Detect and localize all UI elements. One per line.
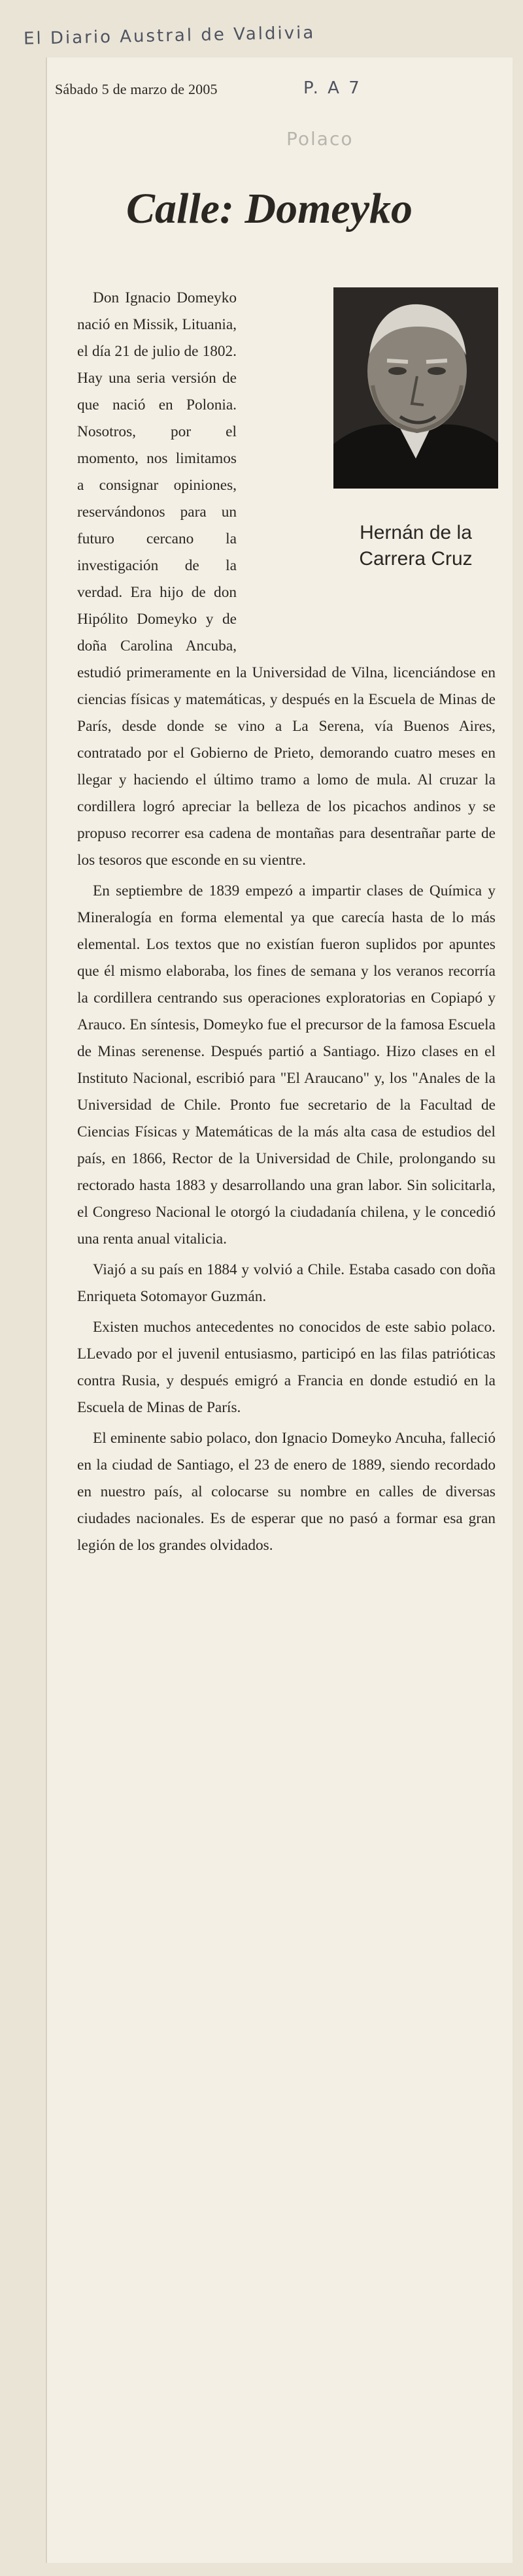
- paragraph-5: El eminente sabio polaco, don Ignacio Domeyko Ancuha, falleció en la ciudad de Santiago, el 23 de enero de 1889, siendo recordado en nuestro país, al colocarse su nombre en calles de diversas ciudades nacionales. Es de esperar que no pasó a formar esa gran legión de los grandes olvidados.: [77, 1430, 496, 1554]
- paragraph-2: En septiembre de 1839 empezó a impartir clases de Química y Mineralogía en forma elemental ya que carecía hasta de lo más elemental. Los textos que no existían fueron suplidos por apuntes que él mismo elaboraba, los fines de semana y los veranos recorría la cordillera centrando sus operaciones exploratorias en Copiapó y Arauco. En síntesis, Domeyko fue el precursor de la famosa Escuela de Minas serenense. Después partió a Santiago. Hizo clases en el Instituto Nacional, escribió para "El Araucano" y, los "Anales de la Universidad de Chile. Pronto fue secretario de la Facultad de Ciencias Físicas y Matemáticas de la más alta casa de estudios del país, en 1866, Rector de la Universidad de Chile, prolongando su rectorado hasta 1883 y desarrollando una gran labor. Sin solicitarla, el Congreso Nacional le otorgó la ciudadanía chilena, y le concedió una renta anual vitalicia.: [77, 882, 496, 1248]
- author-caption: Hernán de la Carrera Cruz: [359, 522, 473, 570]
- photo-space: [246, 285, 496, 637]
- paragraph-4: Existen muchos antecedentes no conocidos de este sabio polaco. LLevado por el juvenil entusiasmo, participó en las filas patrióticas contra Rusia, y después emigró a Francia en donde estudió en la Escuela de Minas de París.: [77, 1319, 496, 1416]
- handwritten-page-note: P. A 7: [303, 78, 362, 98]
- dateline: Sábado 5 de marzo de 2005: [55, 81, 218, 97]
- paragraph-3: Viajó a su país en 1884 y volvió a Chile. Estaba casado con doña Enriqueta Sotomayor Guzmán.: [77, 1261, 496, 1305]
- article-body: [77, 285, 496, 1563]
- paragraph-1: Don Ignacio Domeyko nació en Missik, Lituania, el día 21 de julio de 1802. Hay una seria versión de que nació en Polonia. Nosotros, por el momento, nos limitamos a consignar opiniones, reservándonos para un futuro cercano la investigación de la verdad. Era hijo de don Hipólito Domeyko y de doña Carolina Ancuba, estudió primeramente en la Universidad de Vilna, licenciándose en ciencias físicas y matemáticas, y después en la Escuela de Minas de París, desde donde se vino a La Serena, vía Buenos Aires, contratado por el Gobierno de Prieto, demorando cuatro meses en llegar y haciendo el último tramo a lomo de mula. Al cruzar la cordillera logró apreciar la belleza de los picachos andinos y se propuso recorrer esa cadena de montañas para desentrañar parte de los tesoros que esconde en su vientre.: [77, 289, 496, 869]
- handwritten-newspaper-note: El Diario Austral de Valdivia: [23, 23, 316, 49]
- article-title: Calle: Domeyko: [126, 185, 413, 233]
- handwritten-section-note: Polaco: [286, 128, 354, 150]
